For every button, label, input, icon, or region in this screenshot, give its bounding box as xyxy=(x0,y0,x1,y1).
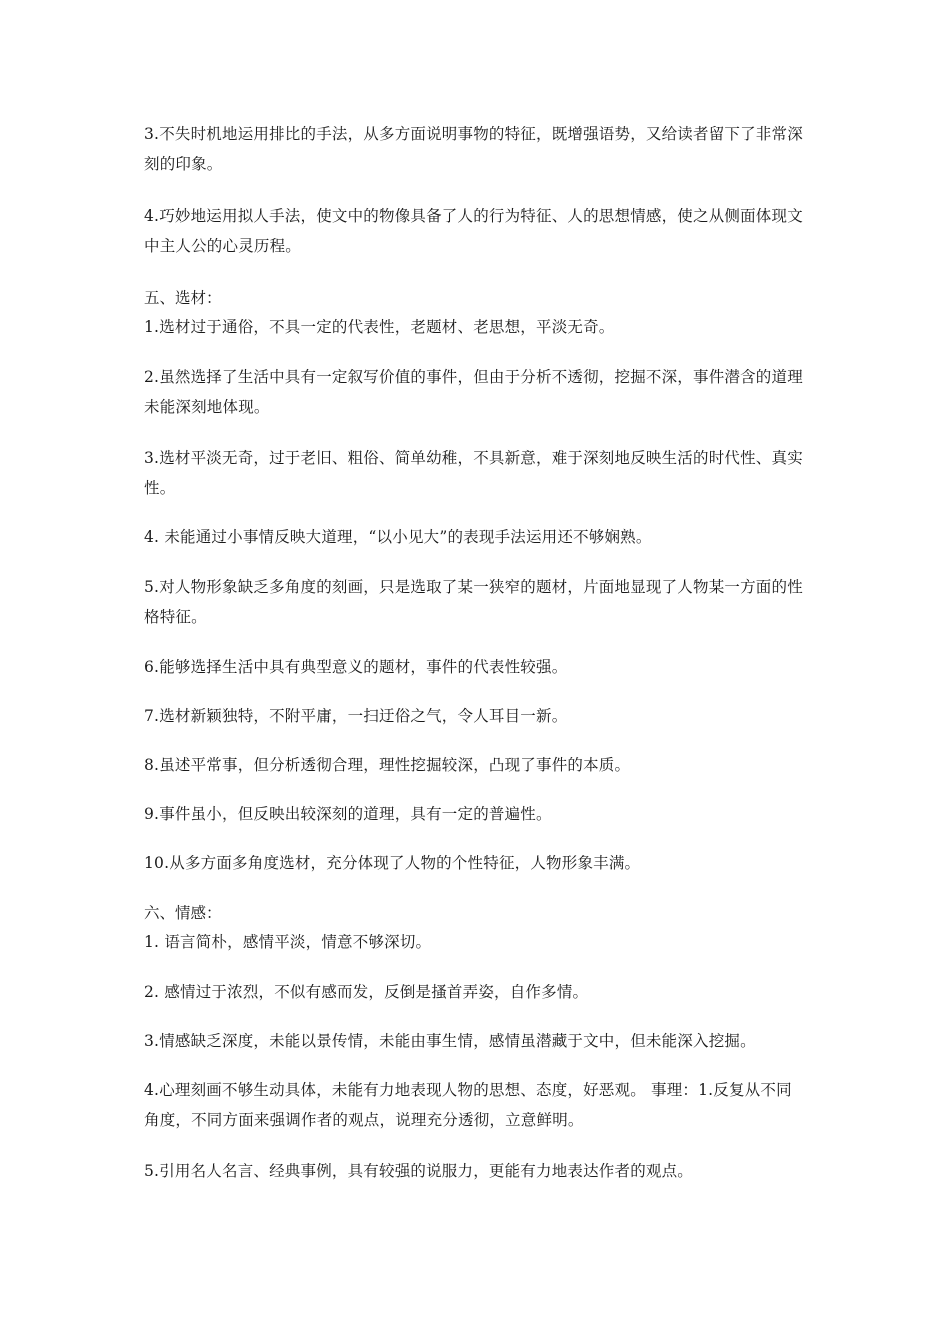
section-heading-emotion: 六、情感： xyxy=(144,904,222,922)
paragraph: 1. 语言简朴，感情平淡，情意不够深切。 xyxy=(144,933,432,951)
paragraph: 3.情感缺乏深度，未能以景传情，未能由事生情，感情虽潜藏于文中，但未能深入挖掘。 xyxy=(144,1032,756,1050)
paragraph: 5.对人物形象缺乏多角度的刻画，只是选取了某一狭窄的题材，片面地显现了人物某一方面的性格特征。 xyxy=(144,578,803,626)
paragraph: 7.选材新颖独特，不附平庸，一扫迂俗之气，令人耳目一新。 xyxy=(144,707,568,725)
paragraph: 6.能够选择生活中具有典型意义的题材，事件的代表性较强。 xyxy=(144,658,568,676)
paragraph: 5.引用名人名言、经典事例，具有较强的说服力，更能有力地表达作者的观点。 xyxy=(144,1162,693,1180)
paragraph: 2.虽然选择了生活中具有一定叙写价值的事件，但由于分析不透彻，挖掘不深，事件潜含的道理未能深刻地体现。 xyxy=(144,368,803,416)
paragraph: 2. 感情过于浓烈，不似有感而发，反倒是搔首弄姿，自作多情。 xyxy=(144,983,589,1001)
paragraph: 8.虽述平常事，但分析透彻合理，理性挖掘较深，凸现了事件的本质。 xyxy=(144,756,631,774)
paragraph: 4. 未能通过小事情反映大道理，“以小见大”的表现手法运用还不够娴熟。 xyxy=(144,528,652,546)
paragraph: 4.心理刻画不够生动具体，未能有力地表现人物的思想、态度，好恶观。 事理：1.反复从不同角度，不同方面来强调作者的观点，说理充分透彻，立意鲜明。 xyxy=(144,1081,792,1129)
paragraph: 9.事件虽小，但反映出较深刻的道理，具有一定的普遍性。 xyxy=(144,805,552,823)
paragraph: 10.从多方面多角度选材，充分体现了人物的个性特征，人物形象丰满。 xyxy=(144,854,641,872)
section-heading-materials: 五、选材： xyxy=(144,289,222,307)
paragraph: 1.选材过于通俗，不具一定的代表性，老题材、老思想，平淡无奇。 xyxy=(144,318,615,336)
paragraph: 3.不失时机地运用排比的手法，从多方面说明事物的特征，既增强语势，又给读者留下了非常深刻的印象。 xyxy=(144,125,803,173)
paragraph: 4.巧妙地运用拟人手法，使文中的物像具备了人的行为特征、人的思想情感，使之从侧面体现文中主人公的心灵历程。 xyxy=(144,207,803,255)
paragraph: 3.选材平淡无奇，过于老旧、粗俗、简单幼稚，不具新意，难于深刻地反映生活的时代性、真实性。 xyxy=(144,449,803,497)
